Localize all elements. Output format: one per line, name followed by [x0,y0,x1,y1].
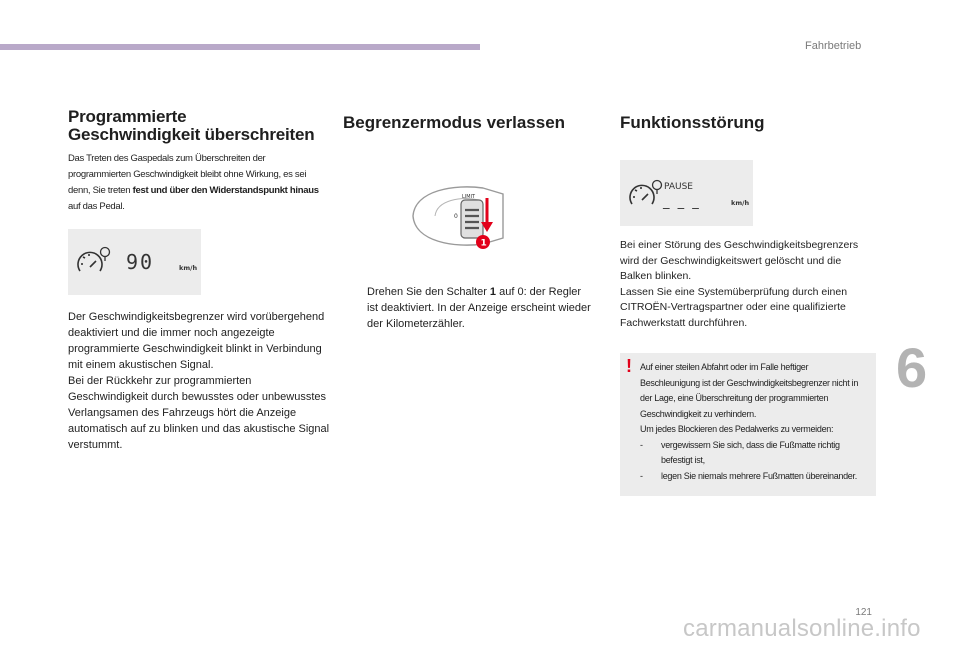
step-bold: 1 [489,286,497,298]
intro-paragraph [68,151,330,215]
speedometer-icon [630,185,654,204]
heading-exit-limiter: Begrenzermodus verlassen [343,113,566,132]
padlock-icon [101,248,110,262]
switch-label: LIMIT [462,194,476,200]
warning-list-item [640,469,868,485]
header-accent-bar [0,44,480,50]
display-speed: 90 [126,250,155,274]
display-dashes: _ _ _ [663,195,701,210]
warning-item-text: vergewissern Sie sich, dass die Fußmatte richtig befestigt ist, [661,439,840,465]
padlock-icon [653,181,662,195]
warning-icon: ! [626,356,632,376]
step-post: auf 0: der Regler ist deaktiviert. In der Anzeige erscheint wieder der Kilometerzähler. [367,286,591,330]
paragraph-deactivated: Der Geschwindigkeitsbegrenzer wird vorübergehend deaktiviert und die immer noch angezeigte programmierte Geschwindigkeit blinkt in Verbindung mit einem akustischen Signal. [68,311,325,371]
paragraph-service: Lassen Sie eine Systemüberprüfung durch einen CITROËN-Vertragspartner oder eine qualifizierte Fachwerkstatt durchführen. [620,285,848,329]
column-exit-limiter [343,108,595,332]
warning-text-2: Um jedes Blockieren des Pedalwerks zu vermeiden: [640,424,834,434]
section-title: Fahrbetrieb [805,40,862,52]
display-unit: km/h [731,199,750,207]
warning-text: Auf einer steilen Abfahrt oder im Falle heftiger Beschleunigung ist der Geschwindigkeitsbegrenzer nicht in der Lage, eine Überschreitung der programmierten Geschwindigkeit zu verhindern. [640,362,859,419]
limiter-display-fault [620,160,753,226]
chapter-number: 6 [896,336,928,399]
warning-list-item [640,438,868,469]
paragraph-return: Bei der Rückkehr zur programmierten Geschwindigkeit durch bewusstes oder unbewusstes Verlangsamen des Fahrzeugs hört die Anzeige automatisch auf zu blinken und das akustische Signal verstummt. [68,375,330,451]
display-fault-graphic [620,160,753,226]
dash-bullet: - [640,439,643,450]
page-number: 121 [855,607,872,618]
heading-line-1: Programmierte [68,107,187,126]
stalk-graphic [405,176,515,256]
warning-item-text: legen Sie niemals mehrere Fußmatten übereinander. [661,470,857,481]
steering-stalk-illustration [405,176,515,256]
step-pre: Drehen Sie den Schalter [367,286,490,298]
switch-zero-label: 0 [454,213,458,220]
dash-bullet: - [640,470,643,481]
column-exceed-speed [68,108,330,453]
intro-bold: fest und über den Widerstandspunkt hinaus [132,185,319,196]
display-unit: km/h [179,264,198,272]
display-pause-text: PAUSE [664,182,693,192]
paragraph-fault: Bei einer Störung des Geschwindigkeitsbegrenzers wird der Geschwindigkeitswert gelöscht und die Balken blinken. [620,239,859,282]
watermark: carmanualsonline.info [683,615,921,642]
display-graphic [68,229,201,295]
heading-line-2: Geschwindigkeit überschreiten [68,125,315,144]
warning-box [620,353,876,496]
intro-pre: Das Treten des Gaspedals zum Überschreiten der programmierten Geschwindigkeit bleibt ohne Wirkung, es sei denn, Sie treten [68,153,307,196]
heading-exceed-speed [68,108,330,144]
speedometer-icon [78,252,102,271]
intro-post: auf das Pedal. [68,201,125,212]
limiter-display-active [68,229,201,295]
step-instruction [343,284,595,332]
callout-number: 1 [480,238,487,249]
heading-malfunction: Funktionsstörung [620,113,765,132]
column-malfunction [620,108,876,496]
